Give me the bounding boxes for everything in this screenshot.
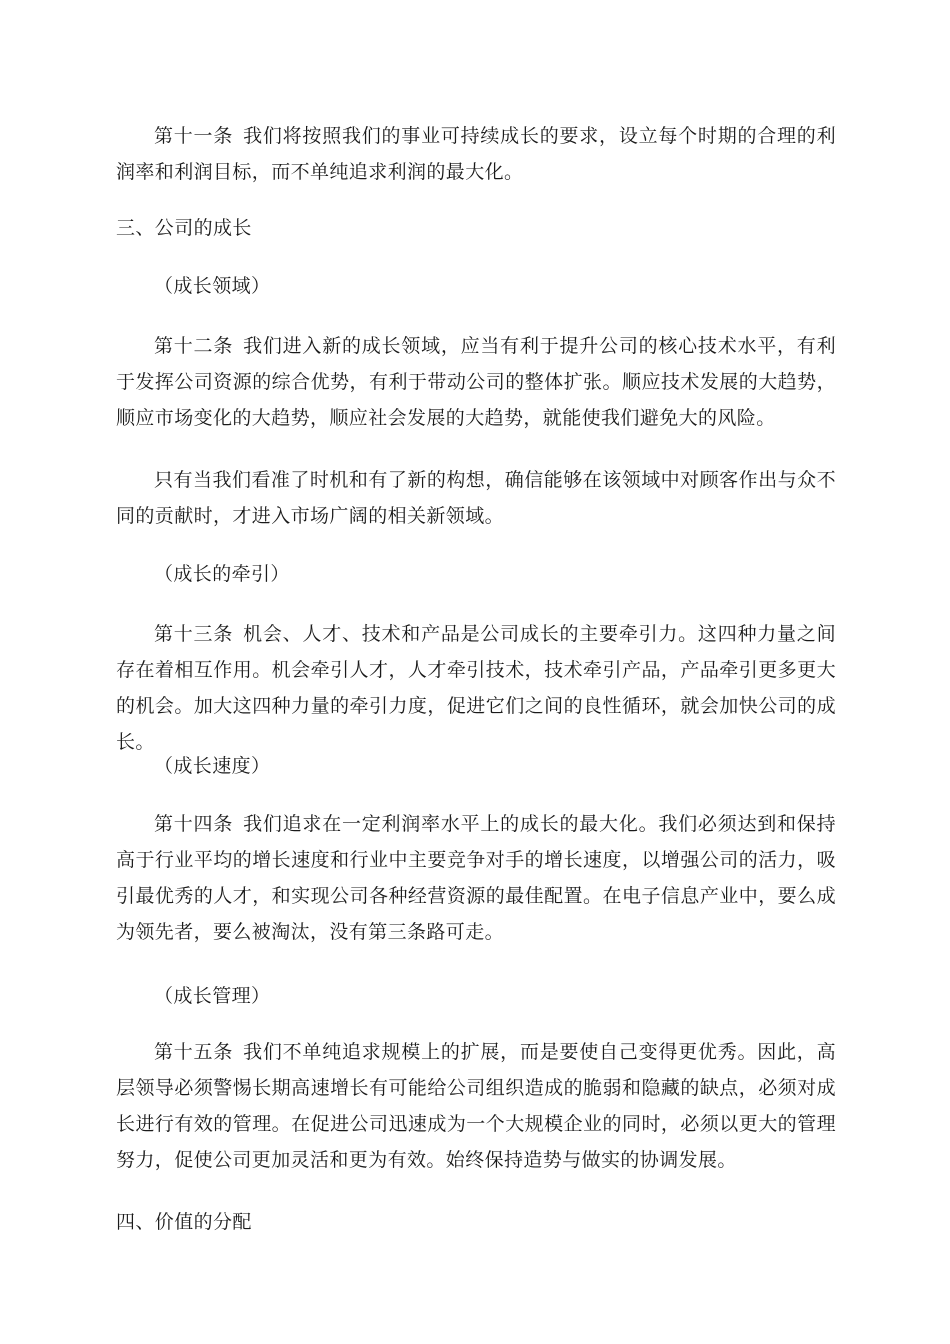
section-heading-value-distribution: 四、价值的分配	[116, 1211, 252, 1233]
article-12-paragraph-2: 只有当我们看准了时机和有了新的构想，确信能够在该领域中对顾客作出与众不同的贡献时，才进入市场广阔的相关新领域。	[116, 469, 836, 527]
article-15	[116, 1034, 836, 1178]
article-number: 第十三条	[154, 623, 234, 645]
article-number: 第十四条	[154, 813, 234, 835]
subheading-growth-management: （成长管理）	[154, 985, 271, 1007]
subheading-growth-domain: （成长领域）	[154, 275, 271, 297]
subheading-growth-speed: （成长速度）	[154, 755, 271, 777]
article-text: 我们将按照我们的事业可持续成长的要求，设立每个时期的合理的利润率和利润目标，而不单纯追求利润的最大化。	[116, 125, 836, 183]
article-number: 第十一条	[154, 125, 234, 147]
article-text: 我们进入新的成长领域，应当有利于提升公司的核心技术水平，有利于发挥公司资源的综合优势，有利于带动公司的整体扩张。顺应技术发展的大趋势，顺应市场变化的大趋势，顺应社会发展的大趋势，就能使我们避免大的风险。	[116, 335, 836, 429]
article-number: 第十五条	[154, 1041, 234, 1063]
article-13	[116, 616, 836, 760]
article-14	[116, 806, 836, 950]
article-text: 机会、人才、技术和产品是公司成长的主要牵引力。这四种力量之间存在着相互作用。机会牵引人才，人才牵引技术，技术牵引产品，产品牵引更多更大的机会。加大这四种力量的牵引力度，促进它们之间的良性循环，就会加快公司的成长。	[116, 623, 836, 753]
section-heading-growth: 三、公司的成长	[116, 217, 252, 239]
article-text: 我们不单纯追求规模上的扩展，而是要使自己变得更优秀。因此，高层领导必须警惕长期高速增长有可能给公司组织造成的脆弱和隐藏的缺点，必须对成长进行有效的管理。在促进公司迅速成为一个大规模企业的同时，必须以更大的管理努力，促使公司更加灵活和更为有效。始终保持造势与做实的协调发展。	[116, 1041, 836, 1171]
article-text: 我们追求在一定利润率水平上的成长的最大化。我们必须达到和保持高于行业平均的增长速度和行业中主要竞争对手的增长速度，以增强公司的活力，吸引最优秀的人才，和实现公司各种经营资源的最佳配置。在电子信息产业中，要么成为领先者，要么被淘汰，没有第三条路可走。	[116, 813, 836, 943]
article-number: 第十二条	[154, 335, 234, 357]
article-12	[116, 328, 836, 436]
article-11	[116, 118, 836, 190]
subheading-growth-traction: （成长的牵引）	[154, 563, 290, 585]
